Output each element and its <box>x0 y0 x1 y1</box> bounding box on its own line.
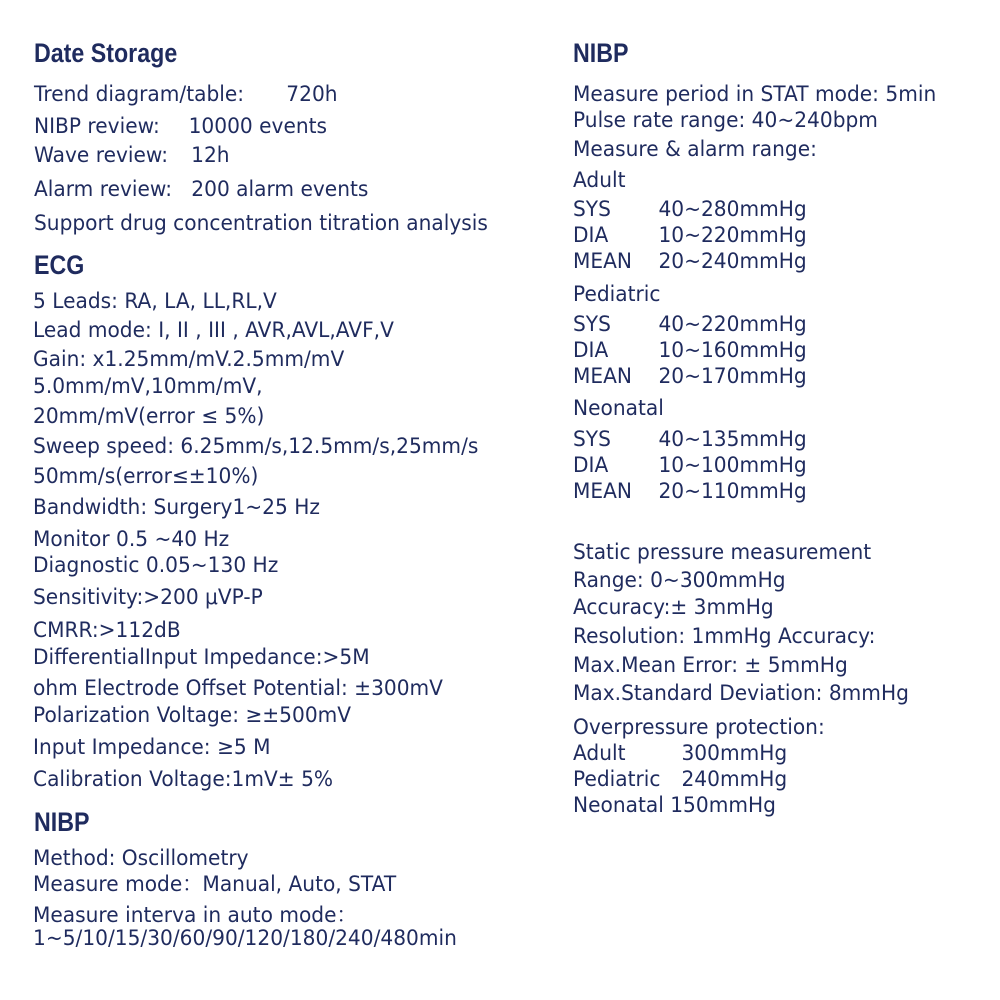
nibp-spec-line: Measure mode：Manual, Auto, STAT <box>33 872 397 896</box>
overpressure-title: Overpressure protection: <box>573 715 825 739</box>
ecg-spec-line: Sweep speed: 6.25mm/s,12.5mm/s,25mm/s <box>33 434 479 458</box>
ecg-spec-line: CMRR:>112dB <box>33 618 181 642</box>
trend-storage-line: Trend diagram/table: 720h <box>34 82 338 106</box>
nibp-intro-line: Pulse rate range: 40~240bpm <box>573 108 878 132</box>
range-row: DIA 10~160mmHg <box>573 338 807 362</box>
ecg-spec-line: 5 Leads: RA, LA, LL,RL,V <box>33 289 277 313</box>
ecg-spec-line: Lead mode: I, II , III , AVR,AVL,AVF,V <box>33 318 394 342</box>
range-row: MEAN 20~110mmHg <box>573 479 807 503</box>
ecg-spec-line: Calibration Voltage:1mV± 5% <box>33 767 334 791</box>
nibp-intro-line: Measure & alarm range: <box>573 137 817 161</box>
ecg-spec-line: Diagnostic 0.05~130 Hz <box>33 553 279 577</box>
static-pressure-line: Resolution: 1mmHg Accuracy: <box>573 624 876 648</box>
static-pressure-line: Accuracy:± 3mmHg <box>573 595 774 619</box>
date-storage-heading: Date Storage <box>34 38 178 68</box>
nibp-right-heading: NIBP <box>573 38 629 68</box>
ecg-spec-line: ohm Electrode Offset Potential: ±300mV <box>33 676 443 700</box>
range-row: SYS 40~135mmHg <box>573 427 807 451</box>
overpressure-row: Neonatal 150mmHg <box>573 793 776 817</box>
ecg-spec-line: 5.0mm/mV,10mm/mV, <box>33 374 263 398</box>
static-pressure-line: Max.Standard Deviation: 8mmHg <box>573 681 909 705</box>
range-row: DIA 10~220mmHg <box>573 223 807 247</box>
static-pressure-line: Range: 0~300mmHg <box>573 568 786 592</box>
ecg-spec-line: Gain: x1.25mm/mV.2.5mm/mV <box>33 347 345 371</box>
overpressure-row: Pediatric 240mmHg <box>573 767 788 791</box>
ecg-spec-line: Bandwidth: Surgery1~25 Hz <box>33 495 320 519</box>
nibp-intro-line: Measure period in STAT mode: 5min <box>573 82 937 106</box>
ecg-spec-line: 20mm/mV(error ≤ 5%) <box>33 404 265 428</box>
ecg-spec-line: 50mm/s(error≤±10%) <box>33 464 259 488</box>
support-titration-line: Support drug concentration titration analysis <box>34 211 488 235</box>
nibp-spec-line: Measure interva in auto mode： <box>33 903 357 927</box>
ecg-heading: ECG <box>34 250 85 280</box>
range-row: SYS 40~220mmHg <box>573 312 807 336</box>
wave-review-line: Wave review: 12h <box>34 143 230 167</box>
nibp-spec-line: 1~5/10/15/30/60/90/120/180/240/480min <box>33 926 457 950</box>
range-row: MEAN 20~170mmHg <box>573 364 807 388</box>
alarm-review-line: Alarm review: 200 alarm events <box>34 177 369 201</box>
group-title-pediatric: Pediatric <box>573 282 661 306</box>
static-pressure-line: Static pressure measurement <box>573 540 872 564</box>
range-row: SYS 40~280mmHg <box>573 197 807 221</box>
nibp-spec-line: Method: Oscillometry <box>33 846 249 870</box>
range-row: DIA 10~100mmHg <box>573 453 807 477</box>
nibp-left-heading: NIBP <box>34 807 90 837</box>
group-title-neonatal: Neonatal <box>573 396 664 420</box>
ecg-spec-line: DifferentialInput Impedance:>5M <box>33 645 370 669</box>
ecg-spec-line: Input Impedance: ≥5 M <box>33 735 271 759</box>
ecg-spec-line: Monitor 0.5 ~40 Hz <box>33 527 230 551</box>
static-pressure-line: Max.Mean Error: ± 5mmHg <box>573 653 848 677</box>
ecg-spec-line: Polarization Voltage: ≥±500mV <box>33 703 352 727</box>
ecg-spec-line: Sensitivity:>200 μVP-P <box>33 585 263 609</box>
group-title-adult: Adult <box>573 168 626 192</box>
nibp-review-line: NIBP review: 10000 events <box>34 114 328 138</box>
overpressure-row: Adult 300mmHg <box>573 741 788 765</box>
range-row: MEAN 20~240mmHg <box>573 249 807 273</box>
